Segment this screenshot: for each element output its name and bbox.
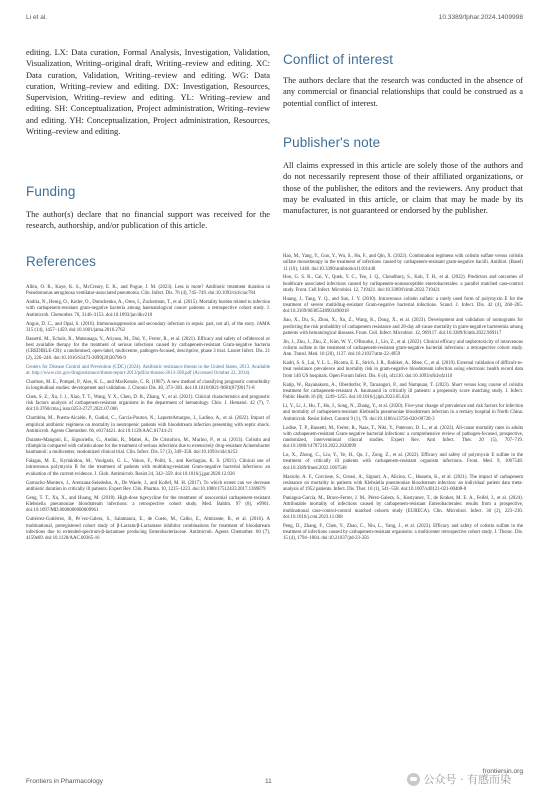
watermark — [407, 771, 512, 787]
reference-entry: Marzolo, A. F., Corcione, S., Grossi, A., Signori, A., Alicino, C., Hussein, K., et al. (2021). The impact of carbapenem resistance on mortality in patients with Klebsiella pneumoniae bloodstream infection: an individual patient data meta-analysis of 1952 patients. Infect. Dis. Ther. 10 (1), 541–558. doi:10.1007/s40121-021-00408-8 — [283, 474, 523, 493]
reference-entry: Kadri, S. S., Lai, Y. L. L., Ricotta, E. E., Strich, J. R., Babiker, A., Rhee, C., et al. (2019). External validation of difficult-to-treat resistance prevalence and mortality risk in gram-negative bloodstream infection using electronic health record data from 140 US hospitals. Open Forum Infect. Dis. 6 (4), ofz110. doi:10.1093/ofid/ofz110 — [283, 361, 523, 379]
reference-entry: Andria, N., Henig, O., Kotler, O., Domchenko, A., Oren, I., Zuckerman, T., et al. (2015). Mortality burden related to infection with carbapenem-resistant gram-negative bacteria among haematological cancer patients: a retrospective cohort study. J. Antimicrob. Chemother. 70, 3146–3153. doi:10.1093/jac/dkv218 — [26, 300, 270, 318]
reference-entry: Huang, J., Tang, Y. Q., and Sun, J. Y. (2010). Intravenous colistin sulfate: a rarely used form of polymyxin E for the treatment of severe multidrug-resistant Gram-negative bacterial infections. Scand. J. Infect. Dis. 42 (4), 260–265. doi:10.3109/00365540903490018 — [283, 296, 523, 315]
contributions-block — [26, 47, 270, 137]
reference-entry: Chumbita, M., Puerta-Alcalde, P., Gudiol, C., Garcia-Pouton, N., LaporteAmargos, J., Ladino, A., et al. (2022). Impact of empirical antibiotic regimens on mortality in neutropenic patients with bloodstream infection presenting with septic shock. Antimicrob. Agents Chemother. 66, e0174421. doi:10.1128/AAC.01744-21 — [26, 416, 270, 434]
conflict-heading: Conflict of interest — [283, 52, 394, 67]
footer-page-number: 11 — [265, 778, 272, 785]
conflict-section — [283, 52, 523, 109]
reference-entry: Katip, W., Rayanakorn, A., Oberdorfer, P., Taruangsri, P., and Nampuan, T. (2023). Short versus long course of colistin treatment for carbapenem-resistant A. baumannii in critically ill patients: a propensity score matching study. J. Infect. Public Health 16 (8), 1249–1255. doi:10.1016/j.jiph.2023.05.024 — [283, 382, 523, 401]
funding-section — [26, 184, 270, 232]
footer-journal: Frontiers in Pharmacology — [26, 778, 103, 785]
conflict-text: The authors declare that the research was conducted in the absence of any commercial or financial relationships that could be construed as a potential conflict of interest. — [283, 76, 523, 108]
reference-entry: Angus, D. C., and Opal, S. (2016). Immunosuppression and secondary infection in sepsis: part, not all, of the story. JAMA 315 (14), 1457–1459. doi:10.1001/jama.2016.2762 — [26, 321, 270, 333]
reference-entry: Jin, J., Zhu, J., Zhu, Z., Kim, W. Y., O'Rourke, J., Lin, Z., et al. (2022). Clinical efficacy and nephrotoxicity of intravenous colistin sulfate in the treatment of carbapenem-resistant gram-negative bacterial infections: a retrospective cohort study. Ann. Transl. Med. 10 (20), 1137. doi:10.21037/atm-22-4959 — [283, 339, 523, 358]
publisher-note-section — [283, 135, 523, 216]
references-right-column — [283, 254, 523, 545]
publisher-text: All claims expressed in this article are solely those of the authors and do not necessarily represent those of their affiliated organizations, or those of the publisher, the editors and the reviewers. Any product that may be evaluated in this article, or claim that may be made by its manufacturer, is not guaranteed or endorsed by the publisher. — [283, 161, 523, 216]
reference-entry: Geng, T. T., Xu, X., and Huang, M. (2018). High-dose tigecycline for the treatment of nosocomial carbapenem-resistant Klebsiella pneumoniae bloodstream infections: a retrospective cohort study. Med. Baltim. 97 (8), e9961. doi:10.1097/MD.0000000000009961 — [26, 495, 270, 514]
reference-entry: Li, Y., Li, J., Hu, T., Hu, J., Song, N., Zhang, Y., et al. (2020). Five-year change of prevalence and risk factors for infection and mortality of carbapenem-resistant Klebsiella pneumoniae bloodstream infection in a tertiary hospital in North China. Antimicrob. Resist Infect. Control 9 (1), 79. doi:10.1186/s13756-020-00728-3 — [283, 404, 523, 422]
reference-entry: Hao, M., Yang, Y., Guo, Y., Wu, S., Hu, F., and Qin, X. (2022). Combination regimens with colistin sulfate versus colistin sulfate monotherapy in the treatment of infections caused by carbapenem-resistant gram-negative bacilli. Antibiot. (Basel) 11 (10), 1440. doi:10.3390/antibiotics11101440 — [283, 254, 523, 272]
references-heading: References — [26, 254, 97, 269]
footer-site[interactable]: frontiersin.org — [482, 768, 523, 775]
reference-entry: Falagas, M. E., Kyriakidou, M., Voulgaris, G. L., Vokos, F., Politi, S., and Kechagias, K. S. (2021). Clinical use of intravenous polymyxin B for the treatment of patients with multidrug-resistant Gram-negative bacterial infections: an evaluation of the current evidence. J. Glob. Antimicrob. Resist 24, 342–359. doi:10.1016/j.jgar.2020.12.026 — [26, 459, 270, 477]
reference-entry: Charlson, M. E., Pompei, P., Ales, K. L., and MacKenzie, C. R. (1987). A new method of classifying prognostic comorbidity in longitudinal studies: development and validation. J. Chronic Dis. 40, 373–383. doi:10.1016/0021-9681(87)90171-8 — [26, 379, 270, 391]
references-left-column — [26, 285, 270, 545]
running-header-author: Li et al. — [26, 14, 48, 21]
reference-entry: Lu, X., Zhong, C., Liu, Y., Ye, H., Qu, J., Zong, Z., et al. (2022). Efficacy and safety of polymyxin E sulfate in the treatment of critically ill patients with carbapenem-resistant organism infections. Front. Med. 9, 1067548. doi:10.3389/fmed.2022.1067548 — [283, 453, 523, 471]
funding-heading: Funding — [26, 184, 76, 199]
reference-entry: Paniagua-García, M., Bravo-Ferrer, J. M., Pérez-Galera, S., Kostyanev, T., de Kraker, M. E. A., Feifel, J., et al. (2024). Attributable mortality of infections caused by carbapenem-resistant Enterobacterales: results from a prospective, multinational case-control-control matched cohorts study (EURECA). Clin. Microbiol. Infect. 30 (2), 223–230. doi:10.1016/j.cmi.2023.11.008 — [283, 496, 523, 520]
reference-entry: Gutiérrez-Gutiérrez, B, Pe´rez-Galera, S., Salamanca, E., de Cueto, M., Calbo, E., Almirante, B., et al. (2016). A multinational, preregistered cohort study of β-Lactam/β-Lactamase inhibitor combinations for treatment of bloodstream infections due to extended-spectrum-β-lactamase producing Enterobacteriaceae. Antimicrob. Agents Chemother. 60 (7), 4159e69. doi:10.1128/AAC.00365-16 — [26, 517, 270, 541]
reference-entry: Albin, O. R., Kaye, K. S., McCreary, E. K., and Pogue, J. M. (2023). Less is more? Antibiotic treatment duration in Pseudomonas aeruginosa ventilator-associated pneumonia. Clin. Infect. Dis. 76 (4), 745–749. doi:10.1093/cid/ciac784 — [26, 285, 270, 297]
running-header-doi: 10.3389/fphar.2024.1409998 — [438, 14, 523, 21]
reference-entry: Lodise, T. P., Bassetti, M., Ferrer, R., Naas, T., Niki, Y., Paterson, D. L., et al. (2022). All-cause mortality rates in adults with carbapenem-resistant Gram-negative bacterial infections: a comprehensive review of pathogen-focused, prospective, randomized, interventional clinical studies. Expert Rev. Anti Infect. Ther. 20 (5), 707–719. doi:10.1080/14787210.2022.2020099 — [283, 425, 523, 450]
wechat-icon — [407, 773, 420, 786]
publisher-heading: Publisher's note — [283, 135, 381, 150]
reference-entry: Chen, S. Z., Xu, J. J., Xiao, T. T., Wang, Y. X., Chen, D. B., Zhang, Y., et al. (2021). Clinical characteristics and prognostic risk factors analysis of carbapenem-resistant organisms in the department of hematology. Chin. J. Hematol. 42 (7), 7. doi:10.3760/cma.j.issn.0253-2727.2021.07.006 — [26, 394, 270, 413]
reference-entry: Peng, D., Zhang, F., Chen, Y., Zhao, C., Niu, L., Yang, J., et al. (2023). Efficacy and safety of colistin sulfate in the treatment of infections caused by carbapenem-resistant organisms: a multicenter retrospective cohort study. J. Thorac. Dis. 15 (4), 1794–1804. doi:10.21037/jtd-23-356 — [283, 523, 523, 542]
reference-entry: Jiao, X., Du, S., Zhou, X., Xu, Z., Wang, K., Dong, X., et al. (2023). Development and validation of nomograms for predicting the risk probability of carbapenem resistance and 28-day all-cause mortality in gram-negative bacteremia among patients with hematological diseases. Front. Cell. Infect. Microbiol. 12, 969117. doi:10.3389/fcimb.2022.969117 — [283, 318, 523, 336]
reference-entry: Garnacho-Montero, J., Arenzana-Seisdedos, A., De Waele, J., and Kollef, M. H. (2017). To which extent can we decrease antibiotic duration in critically ill patients. Expert Rev. Clin. Pharma. 10, 1215–1223. doi:10.1080/17512433.2017.1369879 — [26, 480, 270, 492]
funding-text: The author(s) declare that no financial support was received for the research, authorship, and/or publication of this article. — [26, 210, 270, 231]
reference-entry: Durante-Mangoni, E., Signoriello, G., Andini, R., Mattei, A., De Cristoforo, M., Murino, P., et al. (2013). Colistin and rifampicin compared with colistin alone for the treatment of serious infections due to extensively drug-resistant Acinetobacter baumannii: a multicenter, randomized clinical trial. Clin. Infect. Dis. 57 (3), 349–358. doi:10.1093/cid/cit253 — [26, 437, 270, 456]
contributions-text: editing. LX: Data curation, Formal Analysis, Investigation, Validation, Visualization, Writing–original draft, Writing–review and editing. XC: Data curation, Validation, Writing–review and editing. WG: Data curation, Writing–review and editing. DX: Investigation, Resources, Supervision, Writing–review and editing. YL: Writing–review and editing. SH: Conceptualization, Project administration, Writing–review and editing. YH: Conceptualization, Project administration, Resources, Writing–review and editing. — [26, 48, 270, 137]
reference-entry: Hoo, G. S. R., Cai, Y., Quek, Y. C., Teo, J. Q., Choudhury, S., Koh, T. H., et al. (2022). Predictors and outcomes of healthcare associated infections caused by carbapenem-nonsusceptible enterobacterales: a parallel matched case-control study. Front. Cell Infect. Microbiol. 12, 719421. doi:10.3389/fcimb.2022.719421 — [283, 275, 523, 293]
references-section — [26, 254, 270, 269]
reference-entry: Bassetti, M., Echols, R., Matsunaga, Y., Ariyasu, M., Doi, Y., Ferrer, R., et al. (2021). Efficacy and safety of cefiderocol or best available therapy for the treatment of serious infections caused by carbapenem-resistant Gram-negative bacteria (CREDIBLE-CR): a randomised, open-label, multicentre, pathogen-focused, descriptive, phase 3 trial. Lancet Infect. Dis. 21 (2), 226–240. doi:10.1016/S1473-3099(20)30796-9 — [26, 336, 270, 361]
reference-entry-link[interactable]: Centers for Disease Control and Prevention (CDC) (2024). Antibiotic resistance threats in the United States, 2013. Available at: http://www.cdc.gov/drugresistance/threat-report-2013/pdf/ar-threats-2013-508.pdf (Accessed October 22, 2014). — [26, 364, 270, 376]
watermark-text: 公众号 · 有感而染 — [423, 773, 511, 786]
